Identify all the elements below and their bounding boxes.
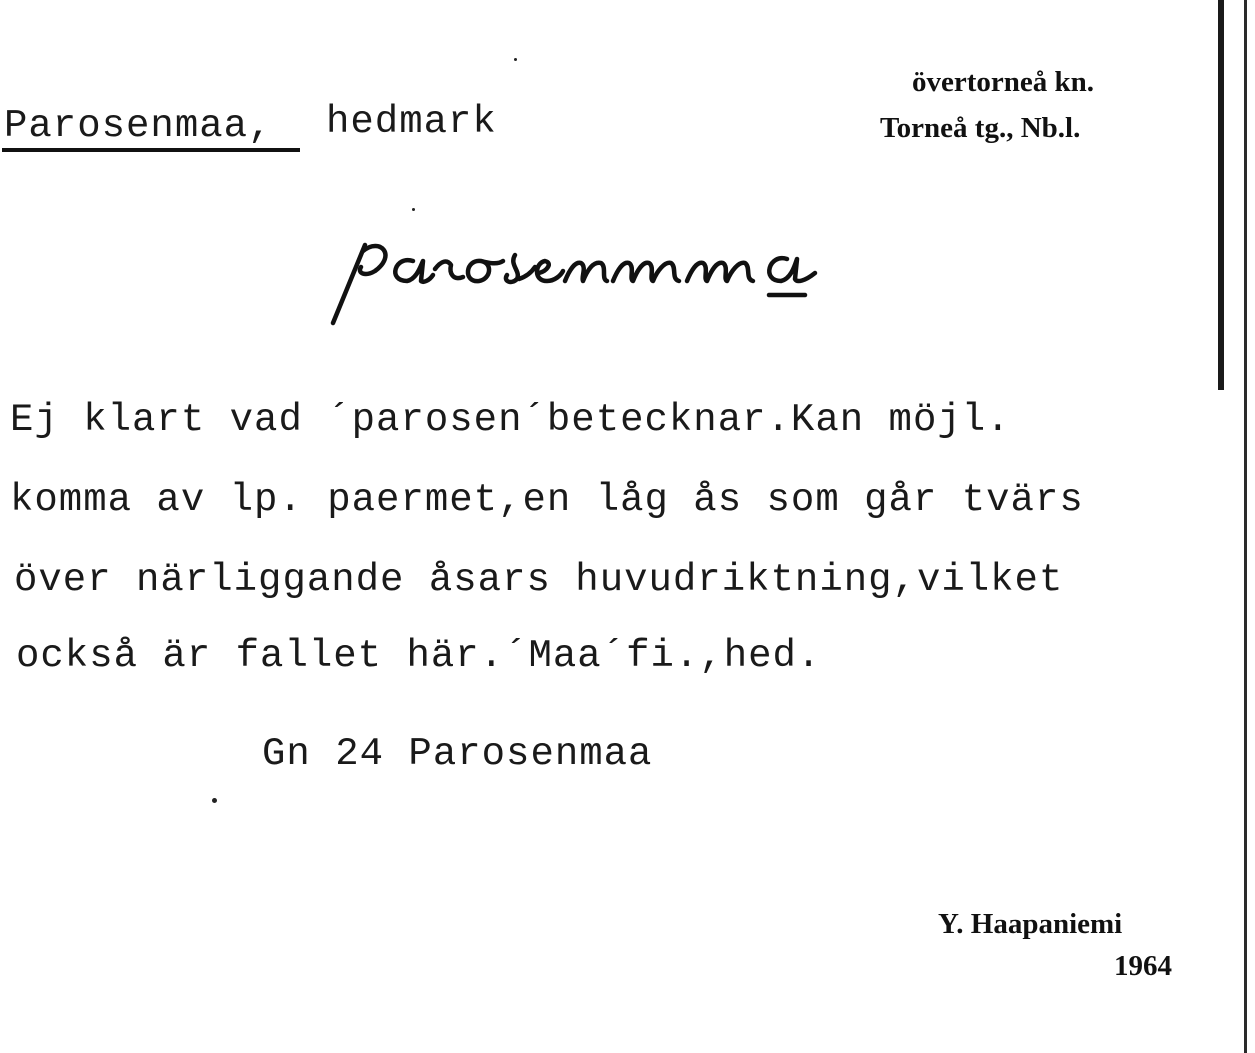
body-line-2: komma av lp. paermet,en låg ås som går tvärs — [10, 478, 1084, 522]
headword: Parosenmaa, — [4, 104, 273, 148]
body-line-1: Ej klart vad ´parosen´betecknar.Kan möjl. — [10, 398, 1011, 442]
headword-category: hedmark — [326, 100, 497, 144]
body-line-4: också är fallet här.´Maa´fi.,hed. — [16, 634, 822, 678]
headword-underline — [2, 148, 300, 152]
author-name: Y. Haapaniemi — [938, 908, 1123, 940]
district-label: Torneå tg., Nb.l. — [880, 112, 1081, 144]
paper-speck — [412, 208, 415, 211]
year: 1964 — [1114, 950, 1172, 982]
card-edge-line — [1244, 0, 1247, 1053]
card-edge-mark — [1218, 0, 1224, 390]
parish-label: övertorneå kn. — [912, 66, 1095, 98]
paper-speck — [212, 798, 217, 803]
reference-line: Gn 24 Parosenmaa — [262, 732, 653, 776]
handwritten-pronunciation — [325, 225, 835, 335]
paper-speck — [514, 58, 517, 61]
body-line-3: över närliggande åsars huvudriktning,vilket — [14, 558, 1064, 602]
